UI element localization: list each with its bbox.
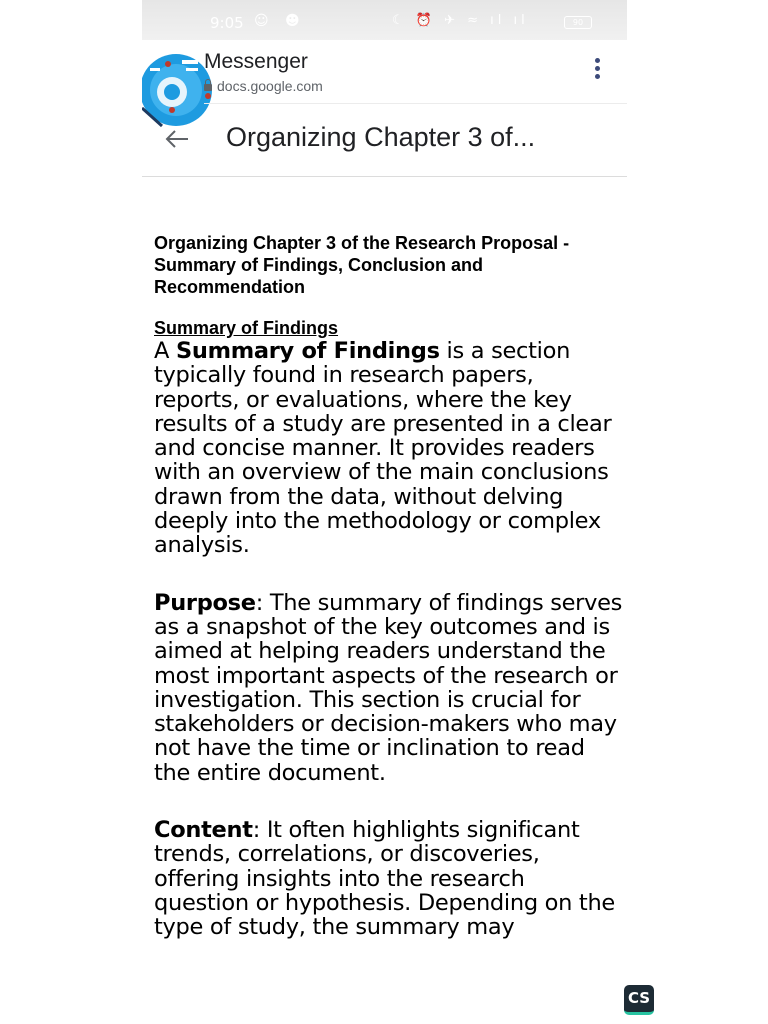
paragraph-purpose: Purpose: The summary of findings serves as a snapshot of the key outcomes and is aimed at helping readers understand the most important aspects of the research or investigation. This section is crucial for stakeholders or decision-makers who may not have the time or inclination to read the entire document. (154, 589, 623, 786)
document-body (154, 232, 624, 940)
toolbar-divider (204, 103, 627, 104)
back-arrow-icon[interactable] (164, 128, 190, 150)
status-time: 9:05 (210, 14, 244, 32)
more-options-icon[interactable] (592, 58, 602, 86)
lock-icon (204, 84, 212, 91)
url-row (204, 78, 323, 94)
camscanner-watermark-icon: CS (624, 985, 654, 1015)
status-bar (142, 0, 627, 40)
battery-icon: 90 (564, 16, 592, 29)
custom-tab-toolbar (142, 40, 627, 177)
page-url: docs.google.com (217, 78, 323, 94)
phone-screen (142, 0, 627, 970)
page-title: Organizing Chapter 3 of... (226, 122, 536, 152)
system-status-icons: ☾ ⏰ ✈ ≈ ıl ıl (392, 13, 529, 28)
app-name: Messenger (204, 50, 308, 73)
notification-icons: ☺ ☻ (254, 13, 306, 29)
section-heading: Summary of Findings (154, 318, 339, 338)
paragraph-summary: A Summary of Findings is a section typically found in research papers, reports, or evaluations, where the key results of a study are presented in a clear and concise manner. It provides readers with an overview of the main conclusions drawn from the data, without delving deeply into the methodology or complex analysis. (154, 338, 612, 559)
paragraph-content: Content: It often highlights significant trends, correlations, or discoveries, offering insights into the research question or hypothesis. Depending on the type of study, the summary may (154, 817, 615, 941)
document-heading: Organizing Chapter 3 of the Research Proposal - Summary of Findings, Conclusion and Recommendation (154, 233, 570, 297)
